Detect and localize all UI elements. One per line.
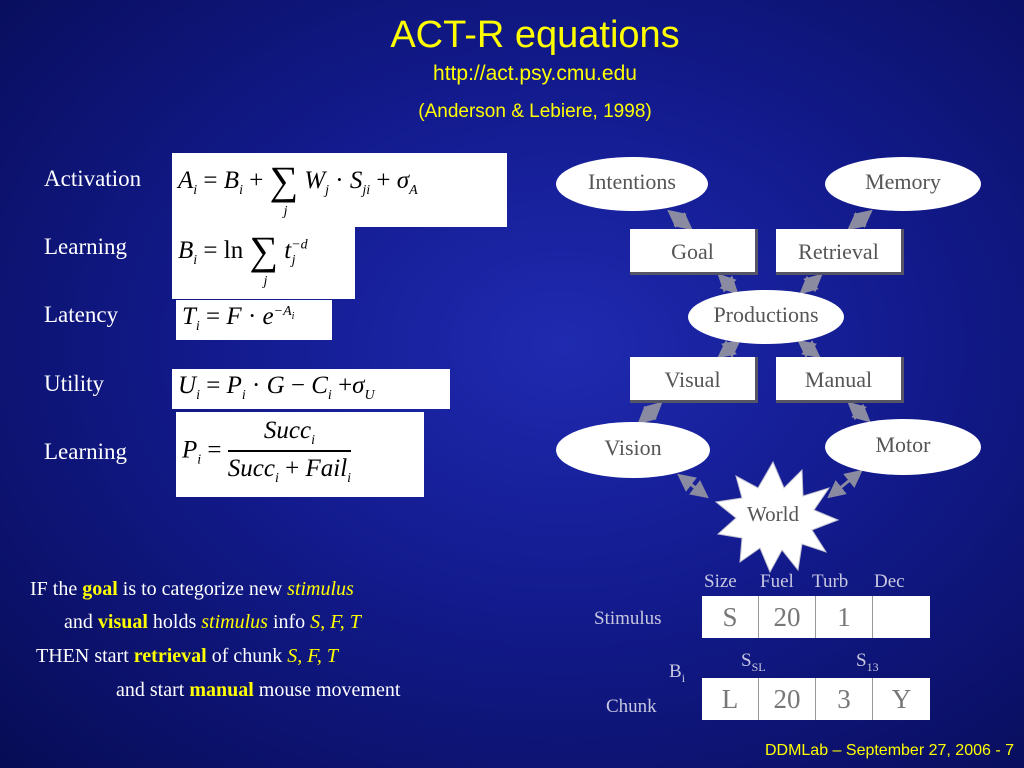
s-13-label: $S_{13}$ bbox=[856, 650, 879, 674]
stimulus-label: Stimulus bbox=[594, 608, 662, 629]
citation: (Anderson & Lebiere, 1998) bbox=[418, 101, 652, 122]
col-header-size: Size bbox=[704, 571, 737, 592]
equation-latency: $T_i = F \cdot e^{-A_i}$ bbox=[176, 300, 332, 340]
col-header-fuel: Fuel bbox=[760, 571, 794, 592]
rule-line-4: and start manual mouse movement bbox=[116, 679, 401, 701]
col-header-turb: Turb bbox=[812, 571, 849, 592]
arrow-retrieval-productions bbox=[802, 276, 820, 292]
arrow-goal-productions bbox=[720, 276, 736, 292]
eq-label-latency: Latency bbox=[44, 302, 119, 327]
stimulus-row bbox=[702, 596, 930, 638]
chunk-cell-size: L bbox=[702, 678, 759, 720]
node-intentions: Intentions bbox=[556, 157, 708, 211]
arrow-visual-vision bbox=[640, 404, 660, 422]
chunk-cell-turb: 3 bbox=[816, 678, 873, 720]
slide-footer: DDMLab – September 27, 2006 - 7 bbox=[764, 742, 1014, 759]
chunk-label: Chunk bbox=[606, 696, 657, 717]
eq-label-utility: Utility bbox=[44, 371, 105, 396]
eq-label-activation: Activation bbox=[44, 166, 142, 191]
node-retrieval: Retrieval bbox=[776, 229, 904, 275]
stimulus-cell-dec bbox=[873, 596, 930, 638]
arrow-productions-manual bbox=[800, 342, 818, 356]
equation-activation: $A_i = B_i$ + ∑ j $W_j \cdot S_{ji} + \sigma_A$ bbox=[172, 153, 507, 227]
chunk-row bbox=[702, 678, 930, 720]
equation-learning-prob: $P_i$ = $\frac{Succ_i}{Succ_i + Fail_i}$ bbox=[176, 412, 424, 497]
node-visual: Visual bbox=[630, 357, 758, 403]
chunk-cell-fuel: 20 bbox=[759, 678, 816, 720]
node-memory: Memory bbox=[825, 157, 981, 211]
eq-label-learning-prob: Learning bbox=[44, 439, 128, 464]
arrow-memory-retrieval bbox=[850, 212, 870, 228]
equation-utility: $U_i = P_i \cdot G - C_i +\sigma_U$ bbox=[172, 369, 450, 409]
rule-line-2: and visual holds stimulus info S, F, T bbox=[64, 611, 361, 633]
s-sl-label: $S_{SL}$ bbox=[741, 650, 766, 674]
rule-line-3: THEN start retrieval of chunk S, F, T bbox=[36, 645, 338, 667]
node-manual: Manual bbox=[776, 357, 904, 403]
url-link[interactable]: http://act.psy.cmu.edu bbox=[433, 62, 637, 85]
node-motor: Motor bbox=[825, 419, 981, 475]
arrow-intentions-goal bbox=[670, 212, 690, 228]
stimulus-cell-turb: 1 bbox=[816, 596, 873, 638]
stimulus-cell-fuel: 20 bbox=[759, 596, 816, 638]
arrow-vision-world bbox=[680, 476, 706, 496]
stimulus-cell-size: S bbox=[702, 596, 759, 638]
node-world: World bbox=[747, 502, 799, 526]
chunk-cell-dec: Y bbox=[891, 684, 912, 714]
eq-label-learning-base: Learning bbox=[44, 234, 128, 259]
node-productions: Productions bbox=[688, 290, 844, 344]
arrow-productions-visual bbox=[720, 342, 738, 356]
node-vision: Vision bbox=[556, 422, 710, 478]
rule-line-1: IF the goal is to categorize new stimulus bbox=[30, 578, 354, 600]
equation-learning-base: $B_i = \ln$ ∑ j $t^{-d}_j$ bbox=[172, 227, 355, 299]
node-goal: Goal bbox=[630, 229, 758, 275]
col-header-dec: Dec bbox=[874, 571, 905, 592]
arrow-motor-world bbox=[830, 472, 860, 496]
arrow-manual-motor bbox=[850, 404, 868, 420]
slide-title: ACT-R equations bbox=[390, 14, 680, 56]
b-i-label: $B_i$ bbox=[669, 661, 686, 685]
